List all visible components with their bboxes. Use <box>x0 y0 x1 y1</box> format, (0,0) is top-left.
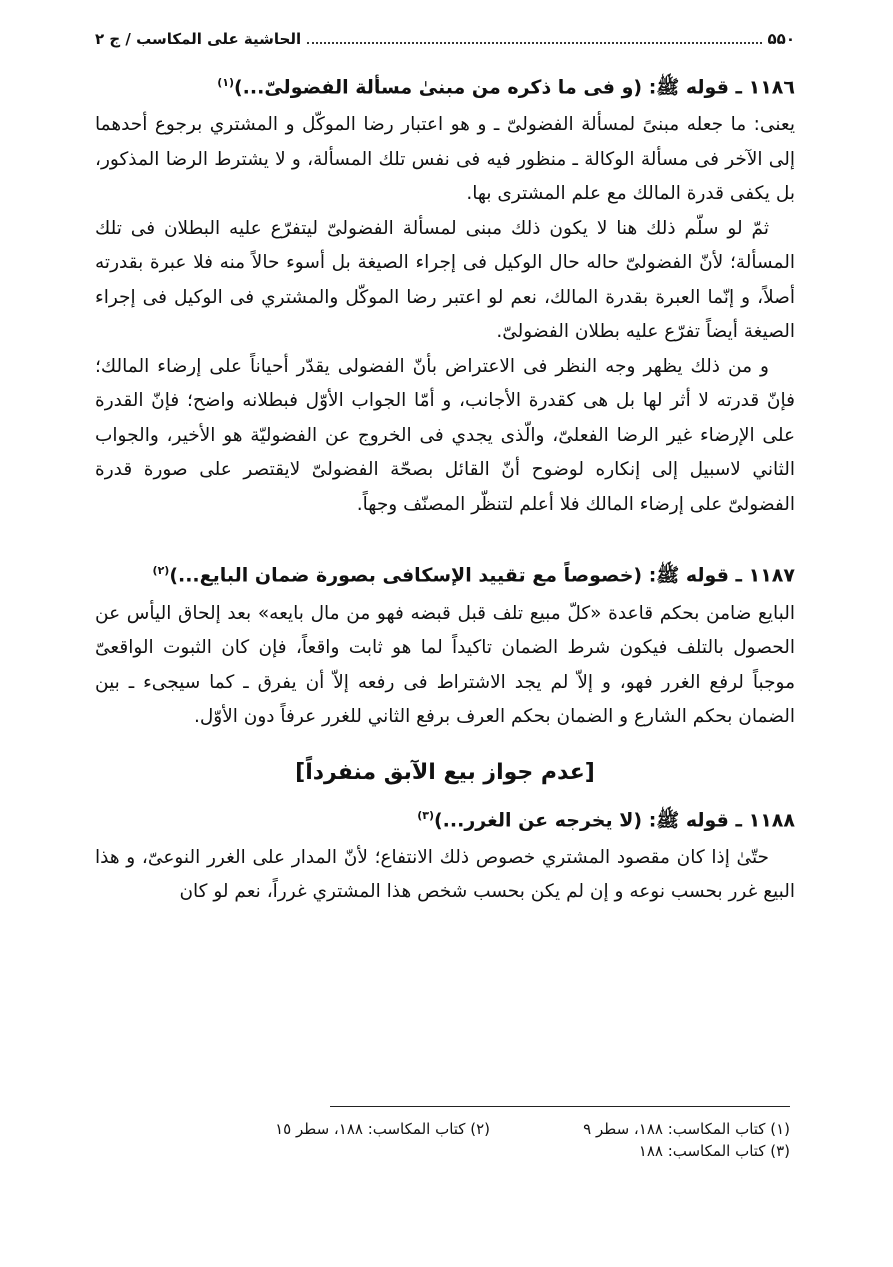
footnotes <box>180 1118 790 1162</box>
paragraph: ثمّ لو سلّم ذلك هنا لا يكون ذلك مبنى لمسألة الفضولىّ ليتفرّع عليه البطلان فى تلك المسألة؛ لأنّ الفضولىّ حاله حال الوكيل فى إجراء الصيغة بل أسوء حالاً منه فلا عبرة بقدرته أصلاً، و إنّما العبرة بقدرة المالك، نعم لو اعتبر رضا الموكّل والمشتري فى الوكيل فى إجراء الصيغة أيضاً تفرّع عليه بطلان الفضولىّ. <box>95 217 795 343</box>
footnote-row <box>180 1118 790 1140</box>
page-number: ۵۵۰ <box>767 30 795 48</box>
spacer <box>95 522 795 548</box>
running-header <box>95 30 795 60</box>
entry-heading-text: ١١٨٧ ـ قوله ﷺ: (خصوصاً مع تقييد الإسكافى بصورة ضمان البايع...) <box>169 564 795 587</box>
paragraph: حتّىٰ إذا كان مقصود المشتري خصوص ذلك الانتفاع؛ لأنّ المدار على الغرر النوعىّ، و هذا البيع غرر بحسب نوعه و إن لم يكن بحسب شخص هذا المشتري غرراً، نعم لو كان <box>95 846 795 903</box>
entry-heading-text: ١١٨٦ ـ قوله ﷺ: (و فى ما ذكره من مبنىٰ مسألة الفضولىّ...) <box>234 76 795 99</box>
footnote-1: (١) كتاب المكاسب: ١٨٨، سطر ٩ <box>583 1120 790 1138</box>
entry-heading-1188 <box>95 799 795 837</box>
entry-heading-1187 <box>95 554 795 592</box>
header-title: الحاشية على المكاسب / ج ۲ <box>95 30 302 48</box>
entry-heading-1186 <box>95 66 795 104</box>
footnote-row <box>180 1140 790 1162</box>
footnote-ref-1: (١) <box>217 76 234 89</box>
header-leader-dots <box>307 41 761 44</box>
paragraph: و من ذلك يظهر وجه النظر فى الاعتراض بأنّ الفضولى يقدّر أحياناً على إرضاء المالك؛ فإنّ قدرته لا أثر لها بل هى كقدرة الأجانب، و أمّا الجواب الأوّل فبطلانه واضح؛ فإنّ القدرة على الإرضاء غير الرضا الفعلىّ، والّذى يجدي فى الخروج عن الفضوليّة هو الأخير، والجواب الثاني لاسبيل إلى إنكاره لوضوح أنّ القائل بصحّة الفضولىّ لايقتصر على صورة قدرة الفضولىّ على إرضاء المالك فلا أعلم لتنظّر المصنّف وجهاً. <box>95 355 795 515</box>
footnote-3: (٣) كتاب المكاسب: ١٨٨ <box>638 1142 790 1160</box>
footnote-separator <box>330 1106 790 1107</box>
page-body <box>95 30 795 910</box>
paragraph: يعنى: ما جعله مبنىً لمسألة الفضولىّ ـ و هو اعتبار رضا الموكّل و المشتري برجوع أحدهما إلى الآخر فى مسألة الوكالة ـ منظور فيه فى نفس تلك المسألة، و لا يشترط الرضا المذكور، بل يكفى قدرة المالك مع علم المشترى بها. <box>95 114 795 205</box>
entry-heading-text: ١١٨٨ ـ قوله ﷺ: (لا يخرجه عن الغرر...) <box>434 808 795 831</box>
paragraph: البايع ضامن بحكم قاعدة «كلّ مبيع تلف قبل قبضه فهو من مال بايعه» بعد إلحاق اليأس عن الحصول بالتلف فيكون شرط الضمان تاكيداً لما هو ثابت واقعاً، فإن كان الثبوت الواقعىّ موجباً لرفع الغرر فهو، و إلاّ لم يجد الاشتراط فى رفعه إلاّ أن يفرق ـ كما سيجىء ـ بين الضمان بحكم الشارع و الضمان بحكم العرف برفع الثاني للغرر عرفاً دون الأوّل. <box>95 602 795 728</box>
footnote-2: (٢) كتاب المكاسب: ١٨٨، سطر ١٥ <box>275 1120 490 1138</box>
section-title: [عدم جواز بيع الآبق منفرداً] <box>295 759 595 785</box>
footnote-ref-3: (٣) <box>417 808 434 822</box>
footnote-ref-2: (٢) <box>152 564 170 578</box>
